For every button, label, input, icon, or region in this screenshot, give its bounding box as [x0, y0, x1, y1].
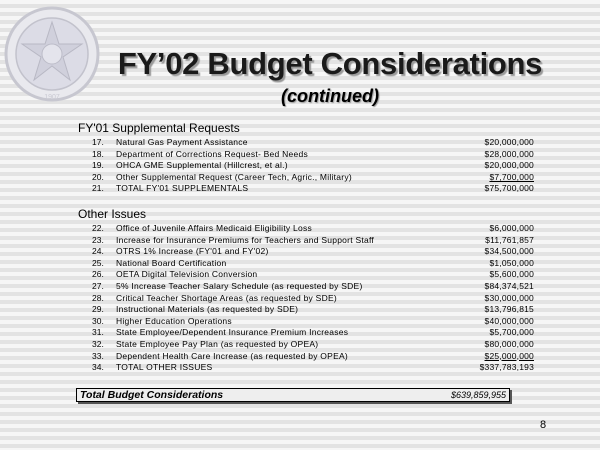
- item-amount: $20,000,000: [484, 137, 534, 147]
- other-issues-list: [92, 223, 534, 374]
- item-number: 27.: [92, 280, 104, 291]
- page-number: 8: [540, 419, 547, 431]
- item-description: Office of Juvenile Affairs Medicaid Eligibility Loss: [116, 223, 312, 233]
- item-amount: $7,700,000: [489, 171, 534, 182]
- item-number: 29.: [92, 304, 104, 315]
- item-amount: $5,600,000: [489, 269, 534, 280]
- item-description: TOTAL OTHER ISSUES: [116, 362, 213, 373]
- list-item: [92, 223, 534, 235]
- other-issues-heading: Other Issues: [78, 207, 147, 221]
- list-item: [92, 316, 534, 328]
- list-item: [92, 269, 534, 281]
- item-amount: $28,000,000: [484, 148, 534, 159]
- item-amount: $1,050,000: [489, 257, 534, 268]
- item-description: Dependent Health Care Increase (as requested by OPEA): [116, 350, 349, 361]
- list-item: [92, 281, 534, 293]
- list-item: [92, 149, 534, 161]
- item-description: OETA Digital Television Conversion: [116, 269, 258, 280]
- list-item: [92, 137, 534, 149]
- list-item: [92, 362, 534, 374]
- item-amount: $25,000,000: [484, 350, 534, 361]
- item-description: OTRS 1% Increase (FY'01 and FY'02): [116, 246, 269, 257]
- item-number: 19.: [92, 160, 104, 171]
- item-description: Instructional Materials (as requested by SDE): [116, 304, 299, 315]
- item-number: 17.: [92, 137, 104, 147]
- list-item: [92, 235, 534, 247]
- item-number: 30.: [92, 315, 104, 326]
- item-description: Increase for Insurance Premiums for Teachers and Support Staff: [116, 234, 375, 245]
- item-description: OHCA GME Supplemental (Hillcrest, et al.): [116, 160, 288, 171]
- item-number: 32.: [92, 338, 104, 349]
- item-description: Higher Education Operations: [116, 315, 232, 326]
- item-amount: $34,500,000: [484, 246, 534, 257]
- item-description: Critical Teacher Shortage Areas (as requested by SDE): [116, 292, 337, 303]
- item-amount: $11,761,857: [485, 234, 534, 245]
- item-amount: $84,374,521: [484, 280, 534, 291]
- list-item: [92, 246, 534, 258]
- list-item: [92, 172, 534, 184]
- item-description: Other Supplemental Request (Career Tech, Agric., Military): [116, 171, 352, 182]
- item-amount: $80,000,000: [484, 338, 534, 349]
- page-subtitle: (continued): [281, 86, 379, 106]
- item-amount: $40,000,000: [484, 315, 534, 326]
- list-item: [92, 351, 534, 363]
- list-item: [92, 293, 534, 305]
- item-amount: $13,796,815: [484, 304, 534, 315]
- supplemental-list: [92, 137, 534, 195]
- item-number: 26.: [92, 269, 104, 280]
- item-number: 20.: [92, 171, 104, 182]
- item-amount: $75,700,000: [484, 183, 534, 194]
- item-number: 28.: [92, 292, 104, 303]
- svg-text:1907: 1907: [44, 94, 60, 101]
- item-number: 33.: [92, 350, 104, 361]
- item-amount: $5,700,000: [489, 327, 534, 338]
- item-number: 25.: [92, 257, 104, 268]
- list-item: [92, 339, 534, 351]
- list-item: [92, 183, 534, 195]
- item-description: 5% Increase Teacher Salary Schedule (as requested by SDE): [116, 280, 363, 291]
- item-number: 21.: [92, 183, 104, 194]
- item-description: National Board Certification: [116, 257, 227, 268]
- item-description: State Employee/Dependent Insurance Premium Increases: [116, 327, 349, 338]
- list-item: [92, 327, 534, 339]
- item-number: 24.: [92, 246, 104, 257]
- item-number: 34.: [92, 362, 104, 373]
- supplemental-heading: FY'01 Supplemental Requests: [78, 121, 240, 135]
- item-description: TOTAL FY'01 SUPPLEMENTALS: [116, 183, 249, 194]
- list-item: [92, 160, 534, 172]
- item-amount: $30,000,000: [484, 292, 534, 303]
- item-number: 23.: [92, 234, 104, 245]
- item-description: State Employee Pay Plan (as requested by OPEA): [116, 338, 319, 349]
- total-amount: $639,859,955: [450, 390, 506, 400]
- list-item: [92, 258, 534, 270]
- item-number: 18.: [92, 148, 104, 159]
- total-budget-box: [76, 388, 510, 402]
- list-item: [92, 304, 534, 316]
- total-label: Total Budget Considerations: [80, 389, 224, 401]
- item-number: 22.: [92, 223, 104, 233]
- item-description: Department of Corrections Request- Bed Needs: [116, 148, 308, 159]
- state-seal-icon: [2, 4, 102, 104]
- item-number: 31.: [92, 327, 104, 338]
- item-amount: $20,000,000: [484, 160, 534, 171]
- item-amount: $337,783,193: [479, 362, 534, 373]
- item-description: Natural Gas Payment Assistance: [116, 137, 248, 147]
- item-amount: $6,000,000: [489, 223, 534, 233]
- page-title: FY’02 Budget Considerations: [117, 46, 543, 81]
